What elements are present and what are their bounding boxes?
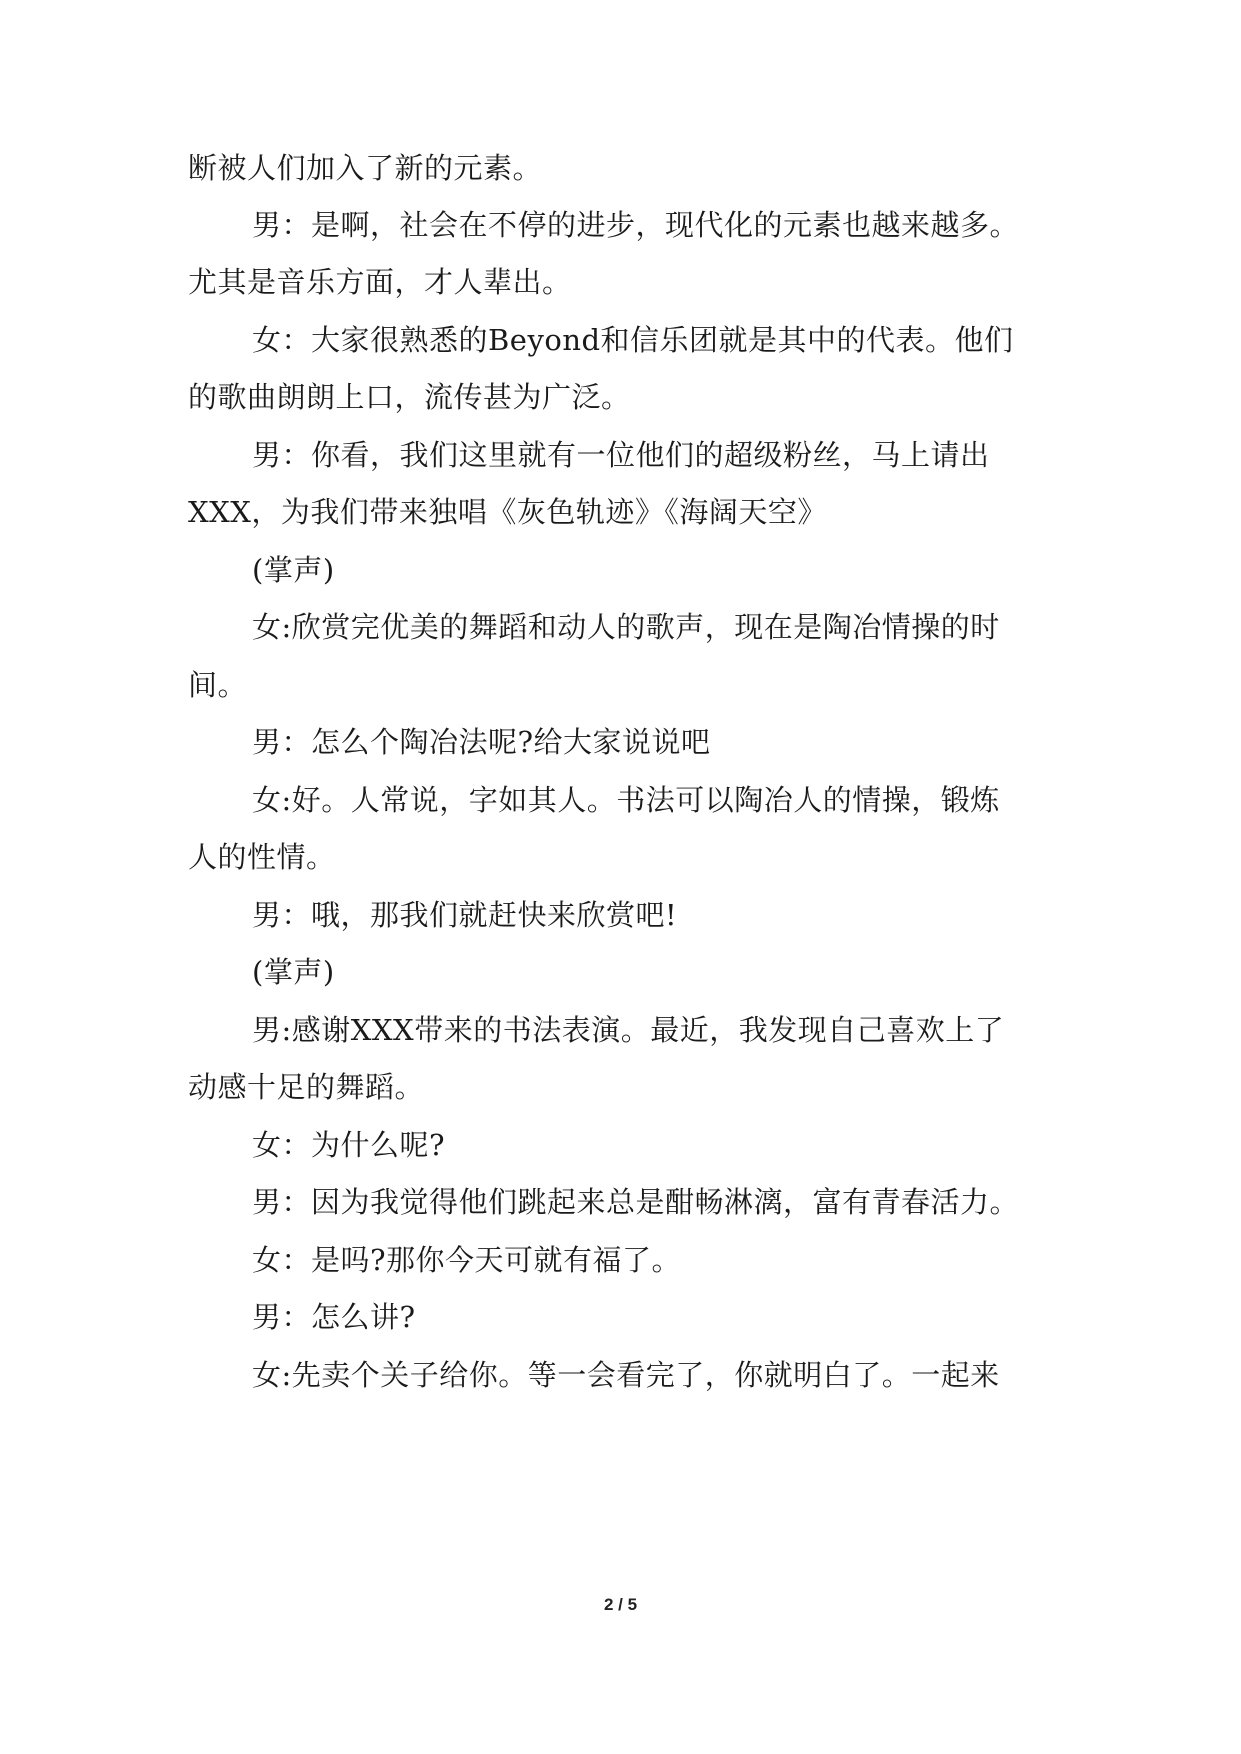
text-line: 女：是吗?那你今天可就有福了。 — [252, 1243, 682, 1277]
text-line: 人的性情。 — [188, 840, 336, 874]
text-line: 男：怎么个陶冶法呢?给大家说说吧 — [252, 725, 711, 759]
page-number: 2 / 5 — [603, 1595, 638, 1614]
text-line: (掌声) — [252, 955, 335, 989]
text-line: 女:先卖个关子给你。等一会看完了，你就明白了。一起来 — [252, 1358, 1000, 1392]
text-line: XXX，为我们带来独唱《灰色轨迹》《海阔天空》 — [188, 495, 827, 529]
text-line: 男：是啊，社会在不停的进步，现代化的元素也越来越多。 — [252, 208, 1020, 242]
text-line: (掌声) — [252, 553, 335, 587]
text-line: 女：大家很熟悉的Beyond和信乐团就是其中的代表。他们 — [252, 323, 1014, 357]
text-line: 动感十足的舞蹈。 — [188, 1070, 425, 1104]
text-line: 男:感谢XXX带来的书法表演。最近，我发现自己喜欢上了 — [252, 1013, 1005, 1047]
text-line: 男：怎么讲? — [252, 1300, 416, 1334]
text-line: 男：你看，我们这里就有一位他们的超级粉丝，马上请出 — [252, 438, 990, 472]
text-line: 女:欣赏完优美的舞蹈和动人的歌声，现在是陶冶情操的时 — [252, 610, 1000, 644]
text-line: 断被人们加入了新的元素。 — [188, 151, 543, 185]
text-line: 尤其是音乐方面，才人辈出。 — [188, 265, 572, 299]
text-line: 间。 — [188, 668, 248, 702]
text-line: 男：哦，那我们就赶快来欣赏吧! — [252, 898, 678, 932]
text-line: 女：为什么呢? — [252, 1128, 446, 1162]
text-line: 的歌曲朗朗上口，流传甚为广泛。 — [188, 380, 631, 414]
text-line: 男：因为我觉得他们跳起来总是酣畅淋漓，富有青春活力。 — [252, 1185, 1020, 1219]
text-line: 女:好。人常说，字如其人。书法可以陶冶人的情操，锻炼 — [252, 783, 1000, 817]
